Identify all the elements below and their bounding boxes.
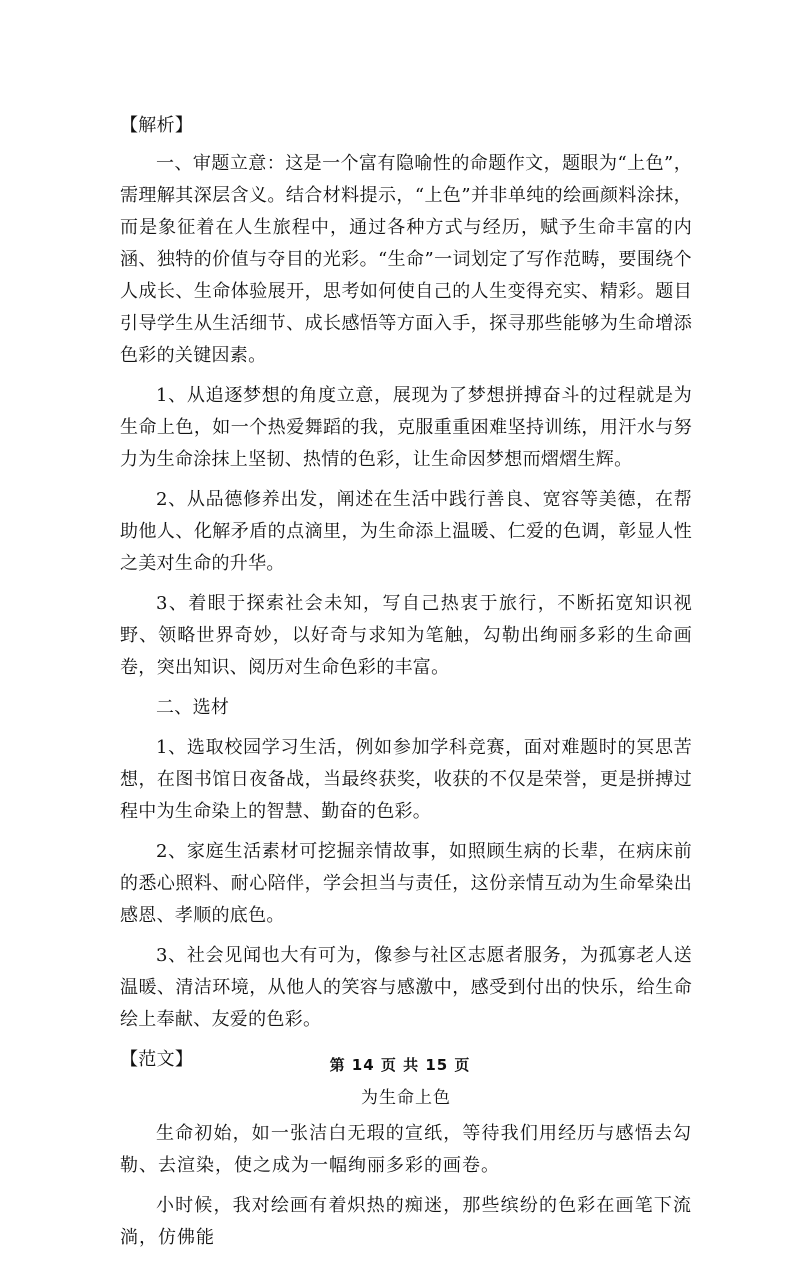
essay-title: 为生命上色 [361,1088,451,1108]
analysis-paragraph: 1、选取校园学习生活，例如参加学科竞赛，面对难题时的冥思苦想，在图书馆日夜备战，当最终获奖，收获的不仅是荣誉，更是拼搏过程中为生命染上的智慧、勤奋的色彩。 [120,737,692,822]
analysis-paragraph: 2、家庭生活素材可挖掘亲情故事，如照顾生病的长辈，在病床前的悉心照料、耐心陪伴，学会担当与责任，这份亲情互动为生命晕染出感恩、孝顺的底色。 [120,841,692,926]
analysis-paragraph: 2、从品德修养出发，阐述在生活中践行善良、宽容等美德，在帮助他人、化解矛盾的点滴里，为生命添上温暖、仁爱的色调，彰显人性之美对生命的升华。 [120,489,692,574]
analysis-subheading: 二、选材 [156,697,230,718]
analysis-paragraph: 3、社会见闻也大有可为，像参与社区志愿者服务，为孤寡老人送温暖、清洁环境，从他人的笑容与感激中，感受到付出的快乐，给生命绘上奉献、友爱的色彩。 [120,945,692,1030]
analysis-paragraph: 1、从追逐梦想的角度立意，展现为了梦想拼搏奋斗的过程就是为生命上色，如一个热爱舞蹈的我，克服重重困难坚持训练，用汗水与努力为生命涂抹上坚韧、热情的色彩，让生命因梦想而熠熠生辉。 [120,385,692,470]
essay-heading: 【范文】 [120,1049,194,1070]
analysis-paragraph: 一、审题立意：这是一个富有隐喻性的命题作文，题眼为“上色”，需理解其深层含义。结合材料提示，“上色”并非单纯的绘画颜料涂抹，而是象征着在人生旅程中，通过各种方式与经历，赋予生命丰富的内涵、独特的价值与夺目的光彩。“生命”一词划定了写作范畴，要围绕个人成长、生命体验展开，思考如何使自己的人生变得充实、精彩。题目引导学生从生活细节、成长感悟等方面入手，探寻那些能够为生命增添色彩的关键因素。 [120,153,692,366]
analysis-heading: 【解析】 [120,115,194,136]
essay-paragraph: 生命初始，如一张洁白无瑕的宣纸，等待我们用经历与感悟去勾勒、去渲染，使之成为一幅绚丽多彩的画卷。 [120,1123,692,1176]
essay-paragraph: 小时候，我对绘画有着炽热的痴迷，那些缤纷的色彩在画笔下流淌，仿佛能 [120,1195,692,1248]
analysis-paragraph: 3、着眼于探索社会未知，写自己热衷于旅行，不断拓宽知识视野、领略世界奇妙，以好奇与求知为笔触，勾勒出绚丽多彩的生命画卷，突出知识、阅历对生命色彩的丰富。 [120,593,692,678]
page-content [120,110,692,1262]
page-footer: 第 14 页 共 15 页 [329,1056,471,1074]
